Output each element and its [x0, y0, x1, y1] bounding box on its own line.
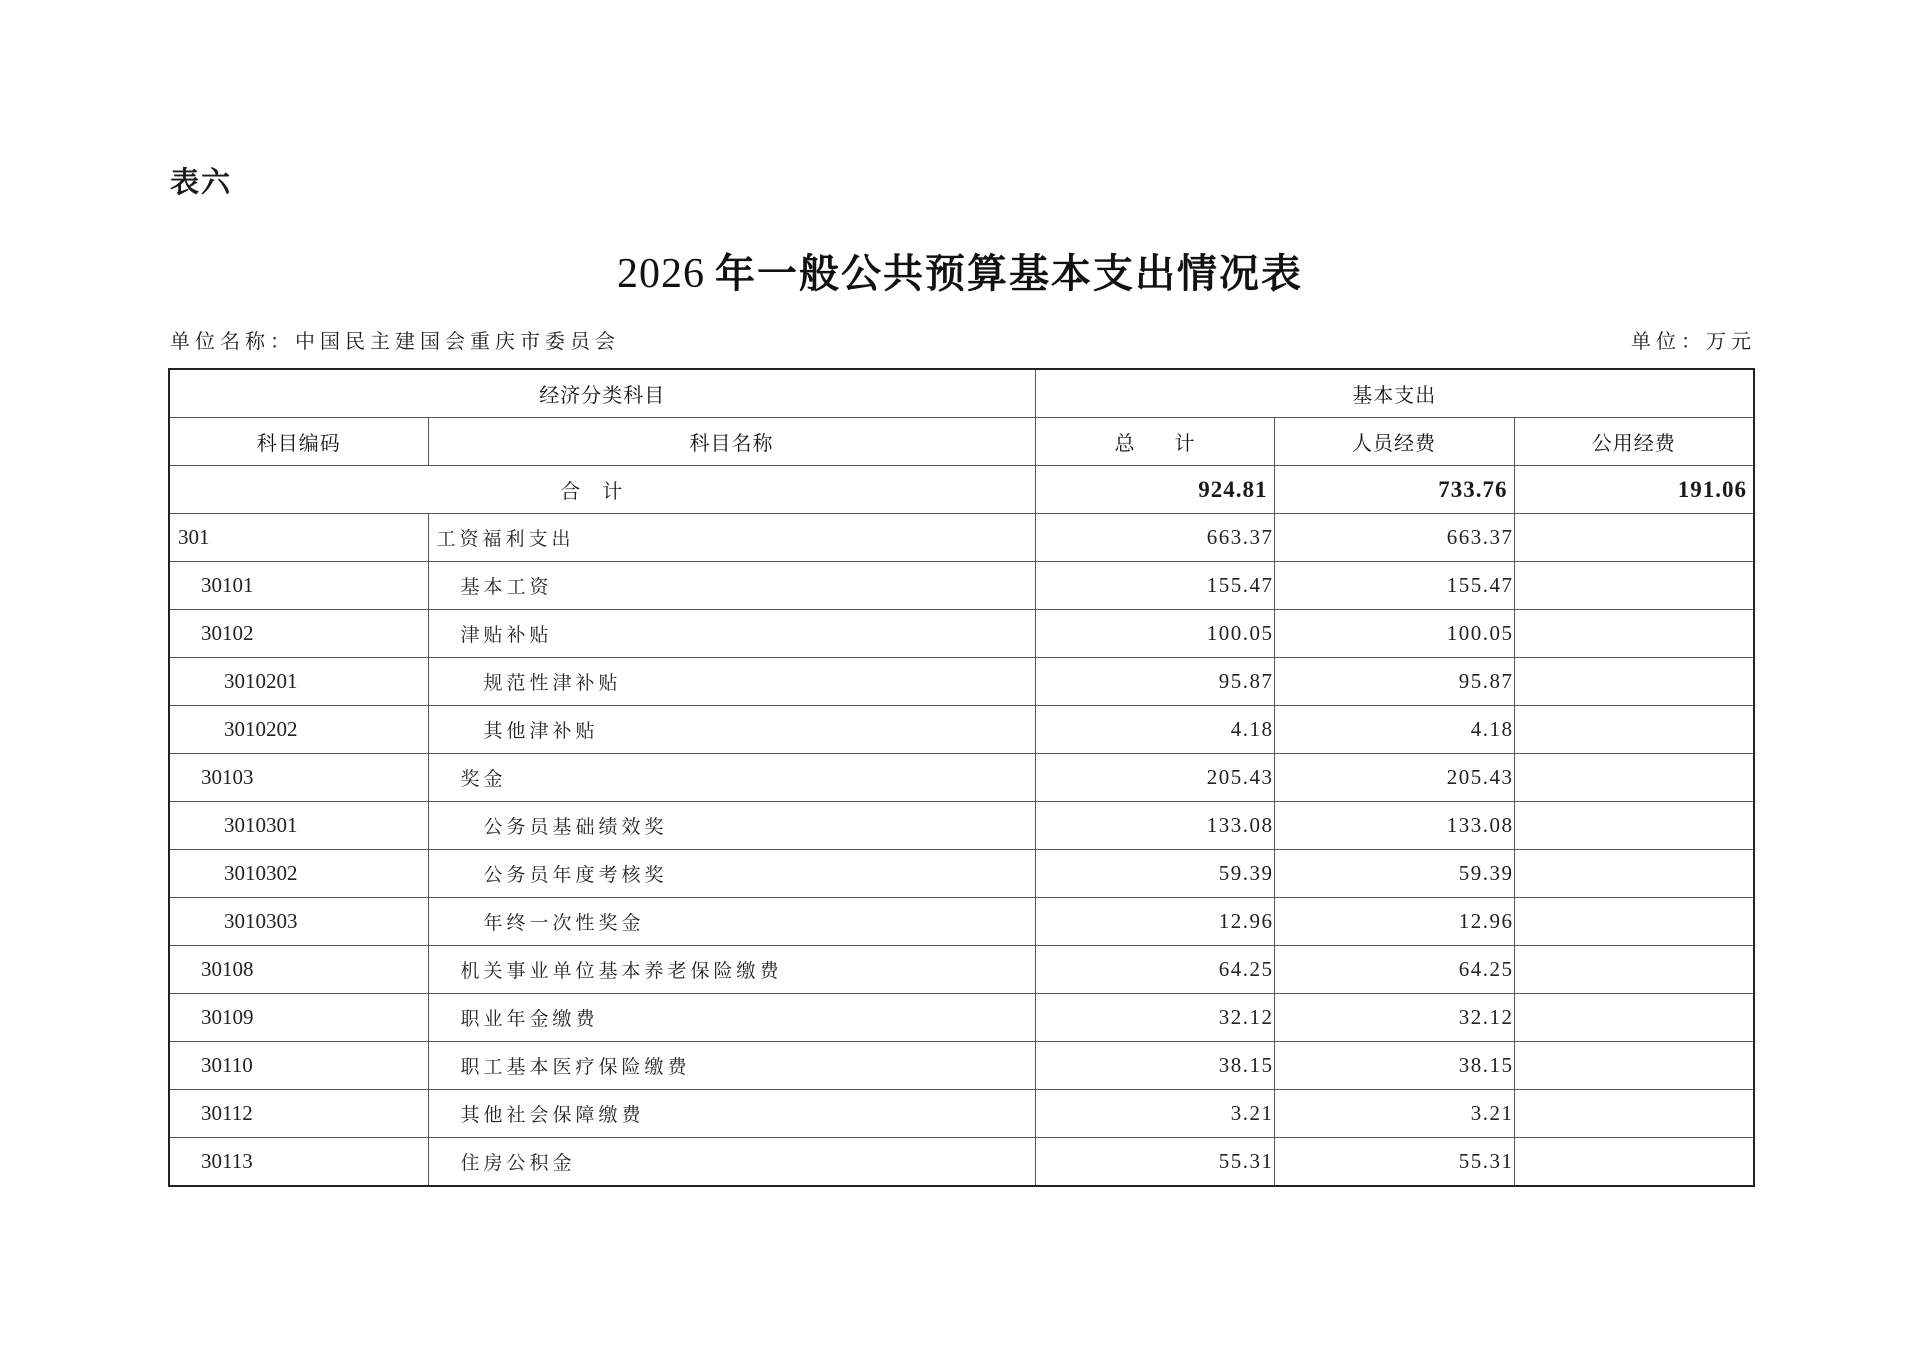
budget-expenditure-table: [168, 368, 1755, 1187]
header-classification: 经济分类科目: [169, 369, 1035, 418]
row-code: 3010201: [169, 658, 428, 706]
table-row: [169, 706, 1754, 754]
row-total: 155.47: [1035, 562, 1274, 610]
row-personnel: 59.39: [1274, 850, 1514, 898]
row-name: 规范性津补贴: [428, 658, 1035, 706]
row-name: 奖金: [428, 754, 1035, 802]
row-total: 95.87: [1035, 658, 1274, 706]
row-name: 职工基本医疗保险缴费: [428, 1042, 1035, 1090]
total-amount: 924.81: [1035, 466, 1274, 514]
header-code: 科目编码: [169, 418, 428, 466]
total-public: 191.06: [1514, 466, 1754, 514]
row-public: [1514, 850, 1754, 898]
row-public: [1514, 754, 1754, 802]
table-meta: [170, 326, 1756, 356]
row-total: 663.37: [1035, 514, 1274, 562]
row-personnel: 12.96: [1274, 898, 1514, 946]
row-total: 32.12: [1035, 994, 1274, 1042]
row-total: 3.21: [1035, 1090, 1274, 1138]
table-row: [169, 754, 1754, 802]
row-personnel: 64.25: [1274, 946, 1514, 994]
table-number-label: 表六: [170, 165, 233, 199]
header-total: [1035, 418, 1274, 466]
row-total: 59.39: [1035, 850, 1274, 898]
table-row: [169, 658, 1754, 706]
row-code: 3010302: [169, 850, 428, 898]
row-code: 30108: [169, 946, 428, 994]
unit-name: 单位名称：中国民主建国会重庆市委员会: [170, 329, 620, 353]
row-personnel: 3.21: [1274, 1090, 1514, 1138]
row-public: [1514, 1138, 1754, 1187]
table-row: [169, 946, 1754, 994]
row-public: [1514, 994, 1754, 1042]
row-code: 30102: [169, 610, 428, 658]
row-name: 年终一次性奖金: [428, 898, 1035, 946]
row-total: 100.05: [1035, 610, 1274, 658]
row-personnel: 38.15: [1274, 1042, 1514, 1090]
row-public: [1514, 898, 1754, 946]
row-public: [1514, 946, 1754, 994]
table-row: [169, 1042, 1754, 1090]
row-total: 38.15: [1035, 1042, 1274, 1090]
total-label: 合计: [169, 466, 1035, 514]
row-public: [1514, 706, 1754, 754]
row-name: 机关事业单位基本养老保险缴费: [428, 946, 1035, 994]
row-name: 职业年金缴费: [428, 994, 1035, 1042]
row-code: 30101: [169, 562, 428, 610]
row-personnel: 95.87: [1274, 658, 1514, 706]
row-code: 30112: [169, 1090, 428, 1138]
row-total: 64.25: [1035, 946, 1274, 994]
row-code: 3010301: [169, 802, 428, 850]
table-row: [169, 802, 1754, 850]
row-personnel: 663.37: [1274, 514, 1514, 562]
row-name: 津贴补贴: [428, 610, 1035, 658]
row-name: 住房公积金: [428, 1138, 1035, 1187]
row-public: [1514, 1090, 1754, 1138]
row-code: 3010202: [169, 706, 428, 754]
table-row: [169, 562, 1754, 610]
row-personnel: 100.05: [1274, 610, 1514, 658]
row-code: 30103: [169, 754, 428, 802]
row-personnel: 4.18: [1274, 706, 1514, 754]
row-public: [1514, 562, 1754, 610]
page-title: [0, 246, 1920, 302]
header-total-label: 总计: [1114, 431, 1235, 455]
row-total: 205.43: [1035, 754, 1274, 802]
row-public: [1514, 658, 1754, 706]
row-public: [1514, 1042, 1754, 1090]
row-name: 其他社会保障缴费: [428, 1090, 1035, 1138]
table-row: [169, 1090, 1754, 1138]
row-total: 4.18: [1035, 706, 1274, 754]
total-row: [169, 466, 1754, 514]
table-row: [169, 898, 1754, 946]
row-total: 133.08: [1035, 802, 1274, 850]
row-name: 公务员基础绩效奖: [428, 802, 1035, 850]
table-row: [169, 610, 1754, 658]
table-row: [169, 1138, 1754, 1187]
currency-unit: 单位：万元: [1631, 329, 1756, 353]
group-header-row: [169, 369, 1754, 418]
row-code: 30109: [169, 994, 428, 1042]
row-code: 30110: [169, 1042, 428, 1090]
row-code: 3010303: [169, 898, 428, 946]
title-text: 年一般公共预算基本支出情况表: [715, 250, 1303, 297]
row-personnel: 55.31: [1274, 1138, 1514, 1187]
header-name: 科目名称: [428, 418, 1035, 466]
row-public: [1514, 802, 1754, 850]
row-personnel: 205.43: [1274, 754, 1514, 802]
row-name: 其他津补贴: [428, 706, 1035, 754]
row-name: 公务员年度考核奖: [428, 850, 1035, 898]
row-total: 55.31: [1035, 1138, 1274, 1187]
row-personnel: 32.12: [1274, 994, 1514, 1042]
total-personnel: 733.76: [1274, 466, 1514, 514]
table-row: [169, 514, 1754, 562]
header-personnel: 人员经费: [1274, 418, 1514, 466]
title-year: 2026: [617, 251, 705, 297]
row-code: 30113: [169, 1138, 428, 1187]
row-public: [1514, 610, 1754, 658]
header-public: 公用经费: [1514, 418, 1754, 466]
row-personnel: 133.08: [1274, 802, 1514, 850]
header-basic-expenditure: 基本支出: [1035, 369, 1754, 418]
row-name: 工资福利支出: [428, 514, 1035, 562]
table-row: [169, 850, 1754, 898]
row-personnel: 155.47: [1274, 562, 1514, 610]
column-header-row: [169, 418, 1754, 466]
row-code: 301: [169, 514, 428, 562]
row-total: 12.96: [1035, 898, 1274, 946]
row-name: 基本工资: [428, 562, 1035, 610]
row-public: [1514, 514, 1754, 562]
table-row: [169, 994, 1754, 1042]
